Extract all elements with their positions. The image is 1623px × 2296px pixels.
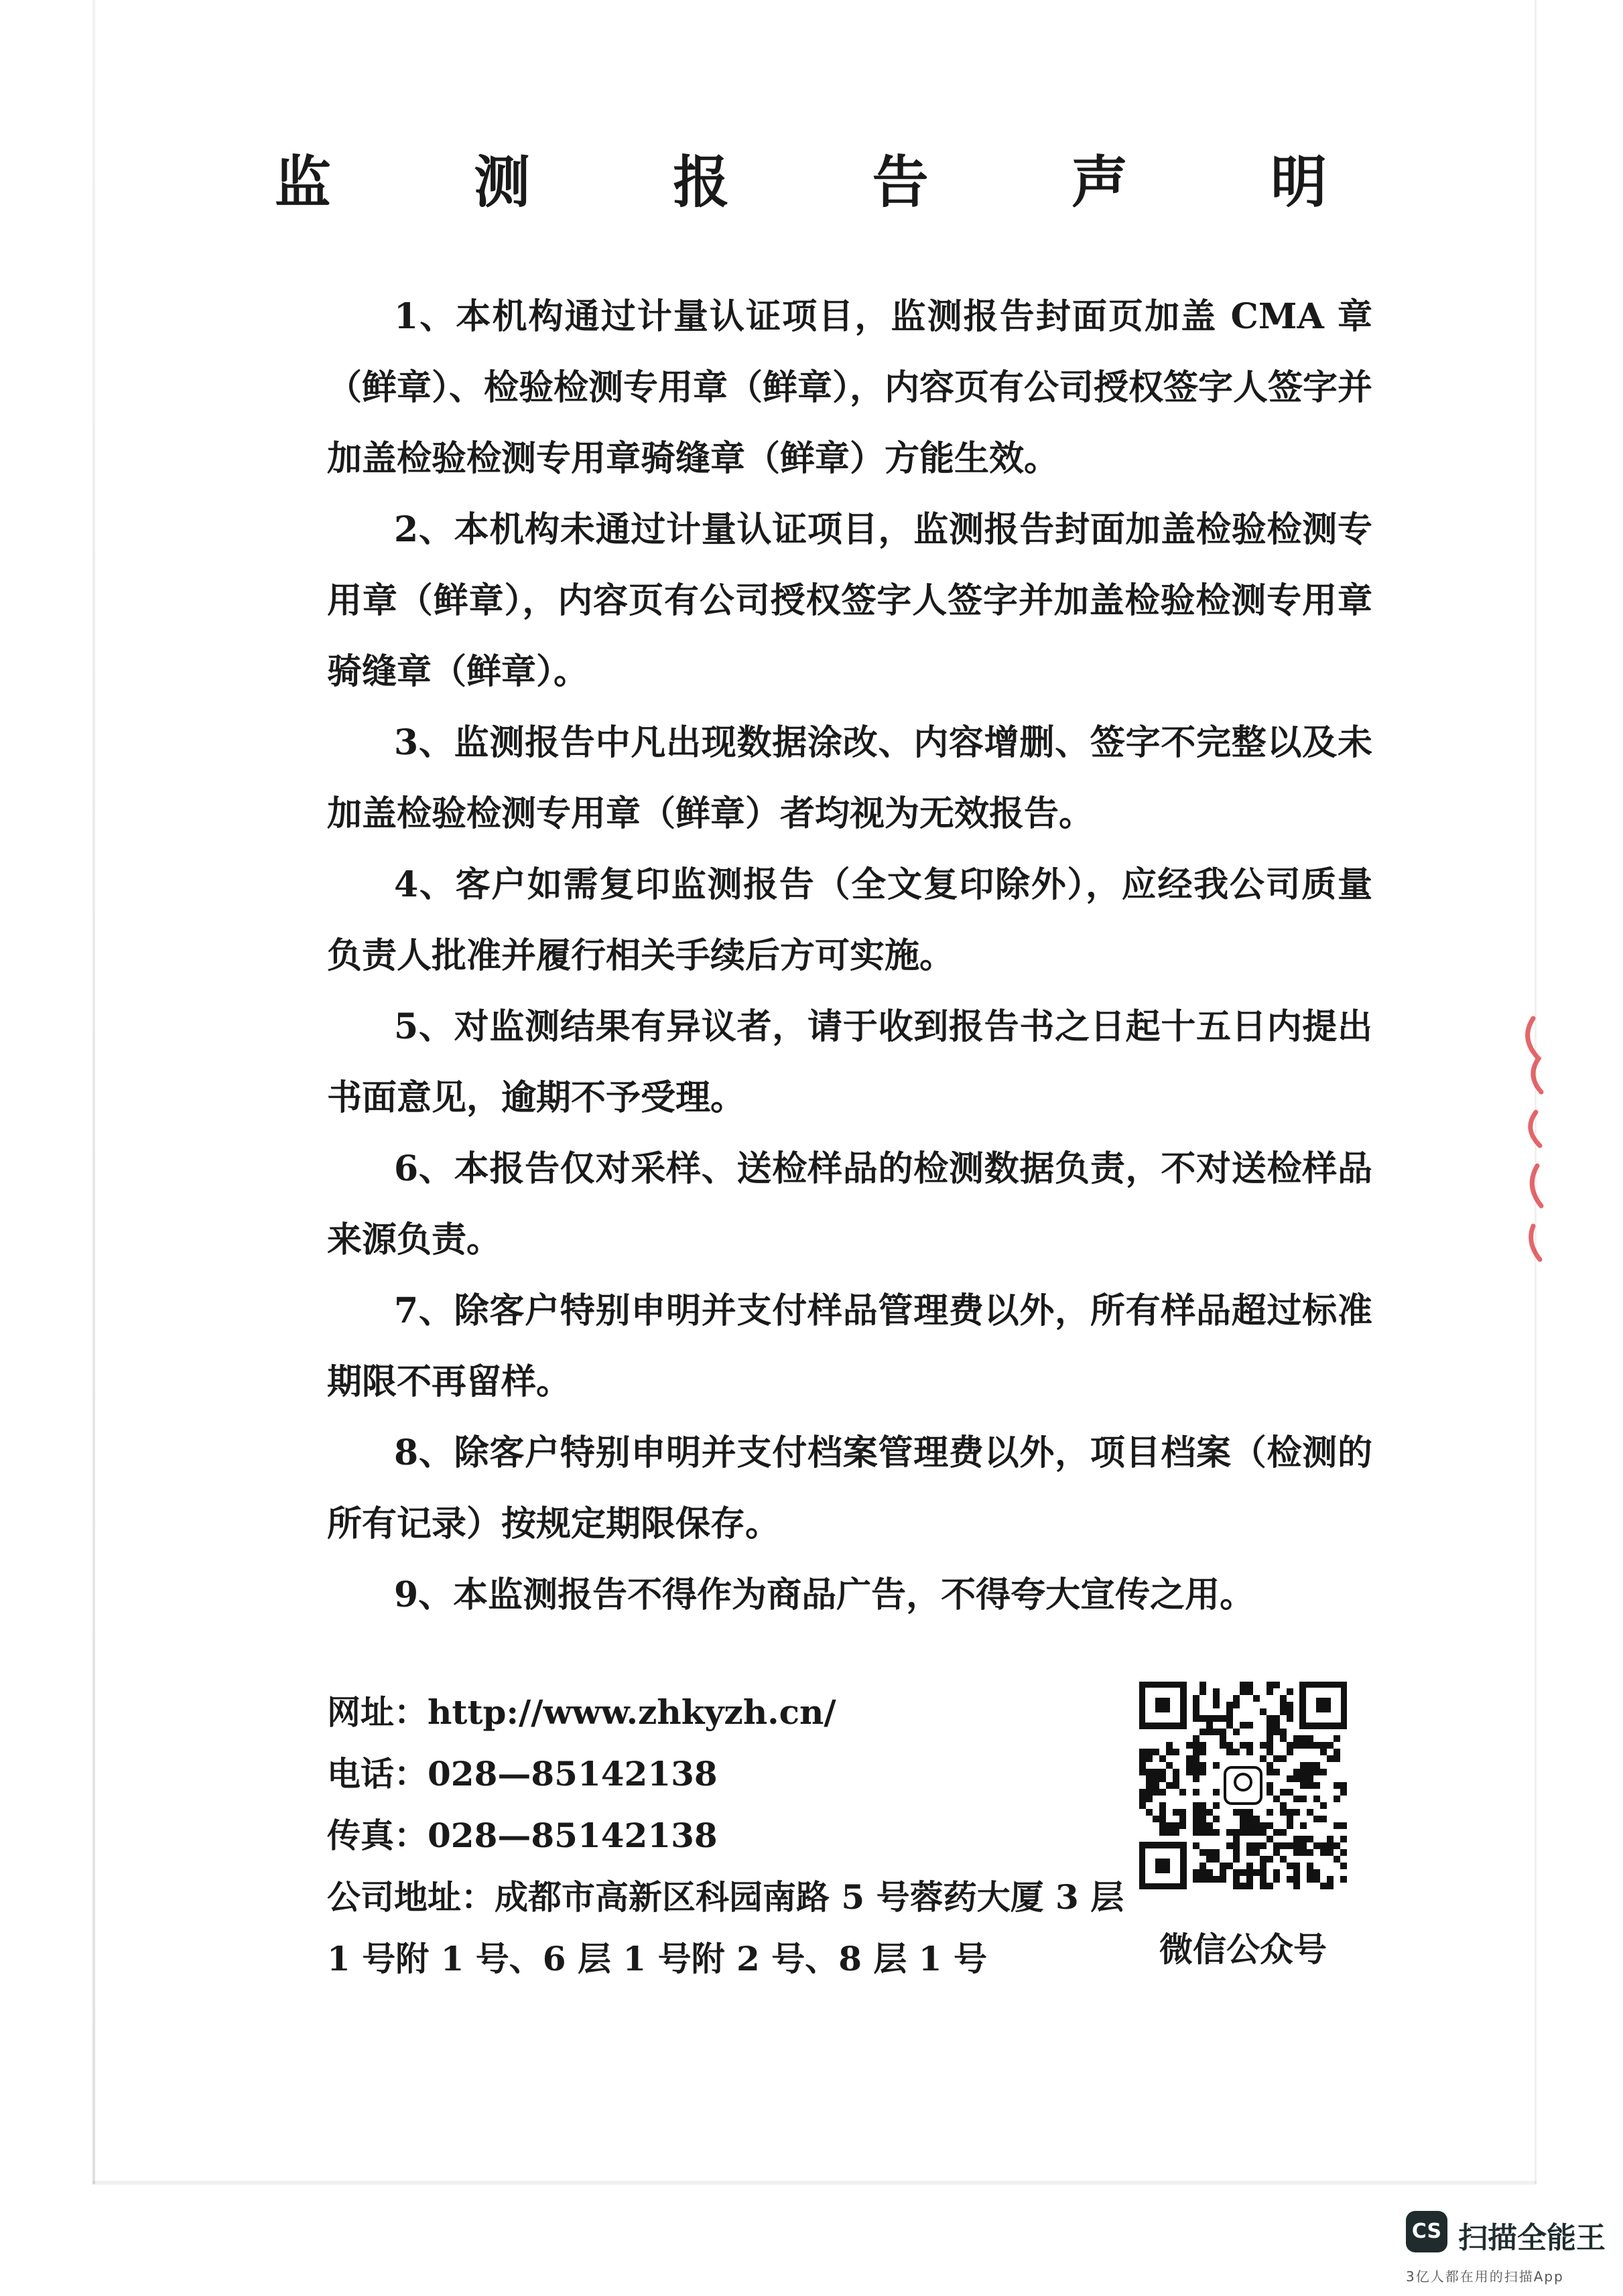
phone-line: 电话：028—85142138: [327, 1754, 718, 1794]
website-line: 网址：http://www.zhkyzh.cn/: [327, 1692, 836, 1732]
clause-8: 8、除客户特别申明并支付档案管理费以外，项目档案（检测的所有记录）按规定期限保存。: [327, 1432, 1372, 1544]
app-slogan: 3亿人都在用的扫描App: [1406, 2269, 1564, 2285]
address-line: 公司地址：成都市高新区科园南路 5 号蓉药大厦 3 层 1 号附 1 号、6 层 1 号附 2 号、8 层 1 号: [327, 1877, 1124, 1978]
qr-caption: 微信公众号: [1159, 1930, 1327, 1969]
qr-code-graphic: [1139, 1682, 1347, 1889]
scan-page-bottom-edge: [92, 2181, 1537, 2185]
scanner-app-watermark: [1406, 2211, 1607, 2285]
fax-line: 传真：028—85142138: [327, 1816, 718, 1855]
clause-9: 9、本监测报告不得作为商品广告，不得夸大宣传之用。: [394, 1574, 1255, 1615]
clause-5: 5、对监测结果有异议者，请于收到报告书之日起十五日内提出书面意见，逾期不予受理。: [327, 1006, 1372, 1118]
clause-list: [327, 281, 1372, 1631]
clause-6: 6、本报告仅对采样、送检样品的检测数据负责，不对送检样品来源负责。: [327, 1148, 1372, 1260]
clause-3: 3、监测报告中凡出现数据涂改、内容增删、签字不完整以及未加盖检验检测专用章（鲜章）者均视为无效报告。: [327, 722, 1372, 834]
stamp-edge-mark: [1506, 1012, 1547, 1266]
scan-page-left-edge: [92, 0, 95, 2184]
camscanner-logo-icon: CS: [1406, 2211, 1447, 2252]
contact-block: [327, 1682, 1145, 1990]
clause-1: 1、本机构通过计量认证项目，监测报告封面页加盖 CMA 章（鲜章）、检验检测专用章（鲜章），内容页有公司授权签字人签字并加盖检验检测专用章骑缝章（鲜章）方能生效。: [327, 296, 1373, 479]
qr-code: [1139, 1682, 1347, 1889]
clause-4: 4、客户如需复印监测报告（全文复印除外），应经我公司质量负责人批准并履行相关手续后方可实施。: [327, 864, 1372, 976]
clause-2: 2、本机构未通过计量认证项目，监测报告封面加盖检验检测专用章（鲜章），内容页有公司授权签字人签字并加盖检验检测专用章骑缝章（鲜章）。: [327, 509, 1372, 692]
clause-7: 7、除客户特别申明并支付样品管理费以外，所有样品超过标准期限不再留样。: [327, 1290, 1372, 1402]
document-title: 监 测 报 告 声 明: [274, 149, 1389, 215]
app-name: 扫描全能王: [1458, 2221, 1606, 2255]
